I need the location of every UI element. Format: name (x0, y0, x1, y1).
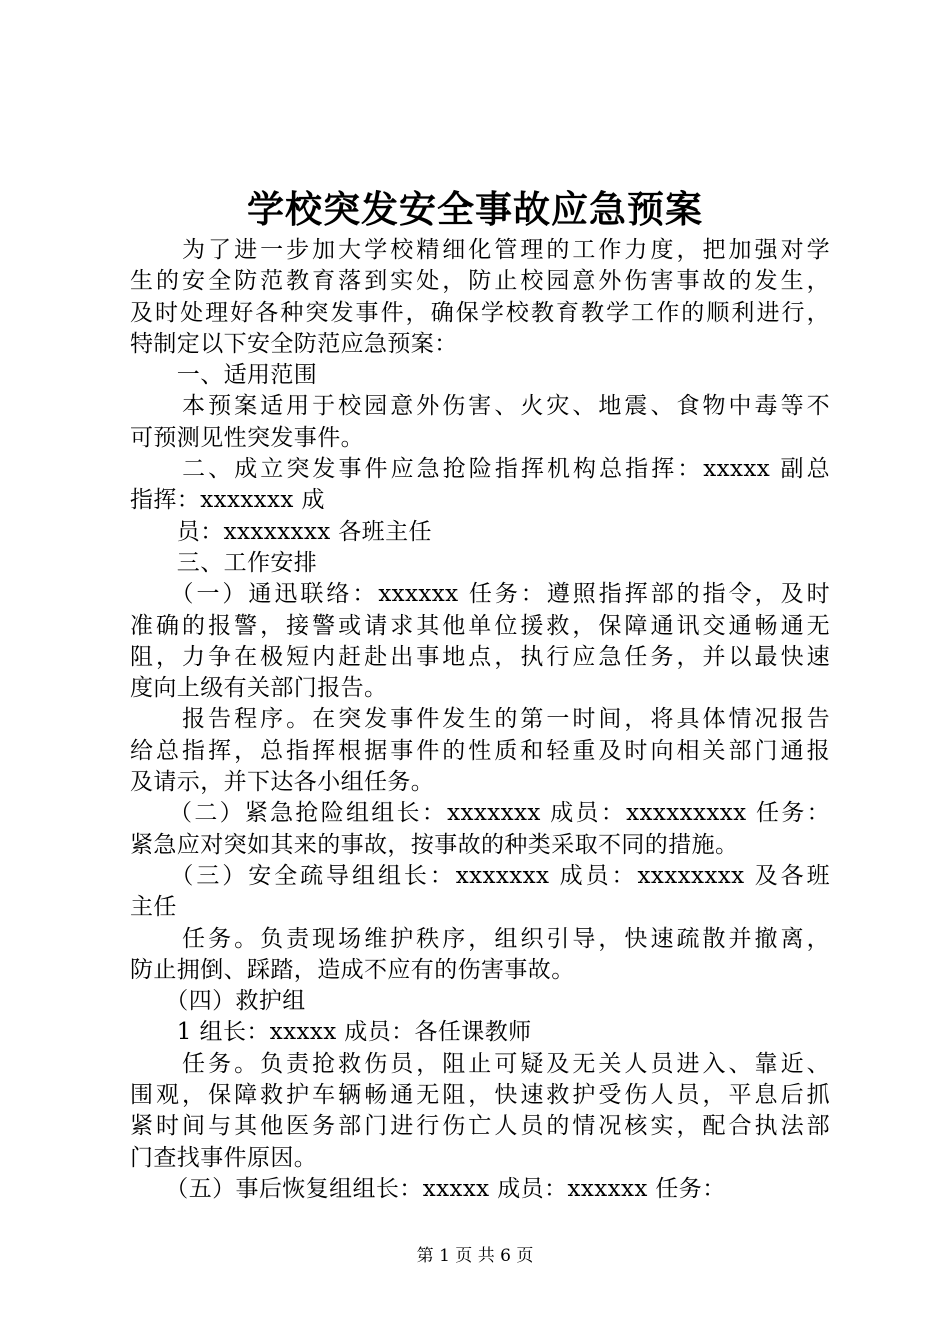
body-line: 报告程序。在突发事件发生的第一时间，将具体情况报告 (130, 706, 830, 733)
page-footer: 第 1 页 共 6 页 (416, 1246, 534, 1266)
body-line: 1 组长：xxxxx 成员：各任课教师 (130, 1019, 532, 1046)
body-line: 及时处理好各种突发事件，确保学校教育教学工作的顺利进行， (130, 299, 830, 326)
body-line: 三、工作安排 (130, 549, 318, 576)
body-line: （五）事后恢复组组长：xxxxx 成员：xxxxxx 任务： (130, 1175, 726, 1202)
body-line: 防止拥倒、踩踏，造成不应有的伤害事故。 (130, 956, 575, 983)
body-line: 门查找事件原因。 (130, 1144, 318, 1171)
document-body (130, 235, 830, 1205)
body-line: 任务。负责现场维护秩序，组织引导，快速疏散并撤离， (130, 925, 830, 952)
body-line: 指挥：xxxxxxx 成 (130, 487, 325, 514)
body-line: 二、成立突发事件应急抢险指挥机构总指挥：xxxxx 副总 (130, 456, 830, 483)
body-line: 生的安全防范教育落到实处，防止校园意外伤害事故的发生， (130, 268, 830, 295)
body-line: 阻，力争在极短内赶赴出事地点，执行应急任务，并以最快速 (130, 643, 830, 670)
body-line: 围观，保障救护车辆畅通无阻，快速救护受伤人员，平息后抓 (130, 1082, 830, 1109)
body-line: 本预案适用于校园意外伤害、火灾、地震、食物中毒等不 (130, 393, 830, 420)
body-line: （一）通迅联络：xxxxxx 任务：遵照指挥部的指令，及时 (130, 581, 830, 608)
body-line: 主任 (130, 894, 177, 921)
body-line: 准确的报警，接警或请求其他单位援救，保障通讯交通畅通无 (130, 612, 830, 639)
body-line: 可预测见性突发事件。 (130, 424, 364, 451)
body-line: 给总指挥，总指挥根据事件的性质和轻重及时向相关部门通报 (130, 737, 830, 764)
document-title: 学校突发安全事故应急预案 (247, 187, 703, 231)
body-line: 及请示，并下达各小组任务。 (130, 769, 435, 796)
body-line: 为了进一步加大学校精细化管理的工作力度，把加强对学 (130, 237, 830, 263)
body-line: 员：xxxxxxxx 各班主任 (130, 518, 432, 545)
body-line: 度向上级有关部门报告。 (130, 675, 388, 702)
body-line: （三）安全疏导组组长：xxxxxxx 成员：xxxxxxxx 及各班 (130, 862, 830, 889)
body-line: （四）救护组 (130, 988, 306, 1015)
body-line: 任务。负责抢救伤员，阻止可疑及无关人员进入、靠近、 (130, 1050, 830, 1077)
body-line: 特制定以下安全防范应急预案： (130, 330, 458, 357)
body-line: 紧时间与其他医务部门进行伤亡人员的情况核实，配合执法部 (130, 1113, 830, 1140)
body-line: 一、适用范围 (130, 362, 318, 389)
body-line: （二）紧急抢险组组长：xxxxxxx 成员：xxxxxxxxx 任务： (130, 800, 830, 827)
body-line: 紧急应对突如其来的事故，按事故的种类采取不同的措施。 (130, 831, 739, 858)
